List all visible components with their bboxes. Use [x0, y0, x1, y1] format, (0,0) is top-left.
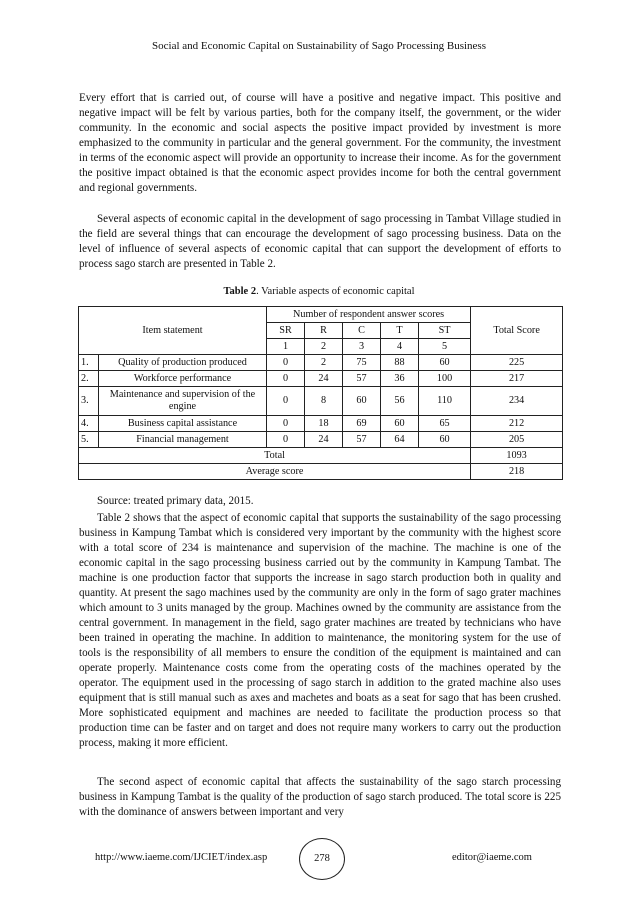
cell-c: 60 [343, 387, 381, 416]
row-number: 3. [79, 387, 99, 416]
table-row [79, 416, 563, 432]
cell-st: 100 [419, 371, 471, 387]
cell-sr: 0 [267, 416, 305, 432]
header-score-group: Number of respondent answer scores [267, 307, 471, 323]
cell-total: 234 [471, 387, 563, 416]
row-item: Business capital assistance [99, 416, 267, 432]
cell-t: 56 [381, 387, 419, 416]
page-number: 278 [299, 838, 345, 880]
table-caption [0, 286, 638, 297]
cell-total: 212 [471, 416, 563, 432]
table-source: Source: treated primary data, 2015. [97, 495, 254, 507]
cell-c: 69 [343, 416, 381, 432]
total-value: 1093 [471, 448, 563, 464]
header-score-label: SR [267, 323, 305, 339]
row-number: 5. [79, 432, 99, 448]
journal-url: http://www.iaeme.com/IJCIET/index.asp [95, 852, 268, 863]
average-row [79, 464, 563, 480]
header-score-label: R [305, 323, 343, 339]
cell-c: 57 [343, 432, 381, 448]
row-item: Workforce performance [99, 371, 267, 387]
cell-t: 36 [381, 371, 419, 387]
header-score-weight: 2 [305, 339, 343, 355]
header-score-weight: 5 [419, 339, 471, 355]
cell-r: 2 [305, 355, 343, 371]
cell-c: 75 [343, 355, 381, 371]
running-header: Social and Economic Capital on Sustainability of Sago Processing Business [152, 40, 486, 52]
cell-r: 18 [305, 416, 343, 432]
cell-st: 60 [419, 355, 471, 371]
cell-sr: 0 [267, 355, 305, 371]
header-item-statement: Item statement [79, 307, 267, 355]
total-row [79, 448, 563, 464]
cell-t: 60 [381, 416, 419, 432]
header-score-weight: 3 [343, 339, 381, 355]
editor-email: editor@iaeme.com [452, 852, 532, 863]
cell-total: 205 [471, 432, 563, 448]
cell-r: 8 [305, 387, 343, 416]
table-row [79, 355, 563, 371]
cell-sr: 0 [267, 387, 305, 416]
table-row [79, 387, 563, 416]
row-item: Maintenance and supervision of the engine [99, 387, 267, 416]
table-row [79, 432, 563, 448]
paragraph-table-discussion: Table 2 shows that the aspect of economic capital that supports the sustainability of the sago processing business in Kampung Tambat which is considered very important by the community with the highest score with a total score of 234 is maintenance and supervision of the machine. The machine is one of the economic capital in the sago processing business carried out by the community in Kampung Tambat. The machine is one production factor that supports the increase in sago starch production both in quality and quantity. At present the sago machines used by the community are only in the form of sago grater machines which amount to 3 units managed by the group. Machines owned by the community are assistance from the central government. In management in the field, sago grater machines are treated by technicians who have been trained in operating the machine. In addition to maintenance, the monitoring system for the use of tools is the responsibility of all members to ensure the condition of the equipment is maintained and can operate properly. Maintenance costs come from the operating costs of the machines operated by the operator. The equipment used in the processing of sago starch in addition to the grated machine also uses equipment that is still manual such as axes and machetes and boats as a seat for sago that has been crushed. More sophisticated equipment and machines are needed to facilitate the production process so that production time can be faster and on target and does not require many workers to carry out the production process, making it more efficient. [79, 512, 561, 749]
cell-r: 24 [305, 432, 343, 448]
row-number: 4. [79, 416, 99, 432]
cell-st: 65 [419, 416, 471, 432]
row-number: 1. [79, 355, 99, 371]
header-score-weight: 1 [267, 339, 305, 355]
row-item: Quality of production produced [99, 355, 267, 371]
economic-capital-table [78, 306, 563, 480]
cell-sr: 0 [267, 432, 305, 448]
paragraph-second-aspect: The second aspect of economic capital that affects the sustainability of the sago starch processing business in Kampung Tambat is the quality of the production of sago starch produced. The total score is 225 with the dominance of answers between important and very [79, 776, 561, 818]
header-score-weight: 4 [381, 339, 419, 355]
header-score-label: T [381, 323, 419, 339]
cell-sr: 0 [267, 371, 305, 387]
cell-st: 110 [419, 387, 471, 416]
row-item: Financial management [99, 432, 267, 448]
table-caption-text: . Variable aspects of economic capital [256, 286, 415, 297]
header-score-label: C [343, 323, 381, 339]
cell-c: 57 [343, 371, 381, 387]
average-label: Average score [79, 464, 471, 480]
header-total-score: Total Score [471, 307, 563, 355]
cell-st: 60 [419, 432, 471, 448]
header-score-label: ST [419, 323, 471, 339]
cell-total: 225 [471, 355, 563, 371]
paragraph-aspects: Several aspects of economic capital in the development of sago processing in Tambat Village studied in the field are several things that can encourage the development of sago processing business. Data on the level of influence of several aspects of economic capital that can support the development of efforts to process sago starch are presented in Table 2. [79, 213, 561, 270]
cell-total: 217 [471, 371, 563, 387]
table-caption-label: Table 2 [223, 286, 257, 297]
cell-t: 88 [381, 355, 419, 371]
cell-r: 24 [305, 371, 343, 387]
paragraph-intro: Every effort that is carried out, of course will have a positive and negative impact. This positive and negative impact will be felt by various parties, both for the company itself, the government, or the wider community. In the economic and social aspects the positive impact provided by investment is more emphasized to the community in particular and the general government. For the community, the investment in terms of the economic aspect will provide an opportunity to increase their income. As for the government the positive impact obtained is that the economic aspect provides income for both the central government and regional governments. [79, 92, 561, 194]
average-value: 218 [471, 464, 563, 480]
table-row [79, 371, 563, 387]
row-number: 2. [79, 371, 99, 387]
total-label: Total [79, 448, 471, 464]
cell-t: 64 [381, 432, 419, 448]
